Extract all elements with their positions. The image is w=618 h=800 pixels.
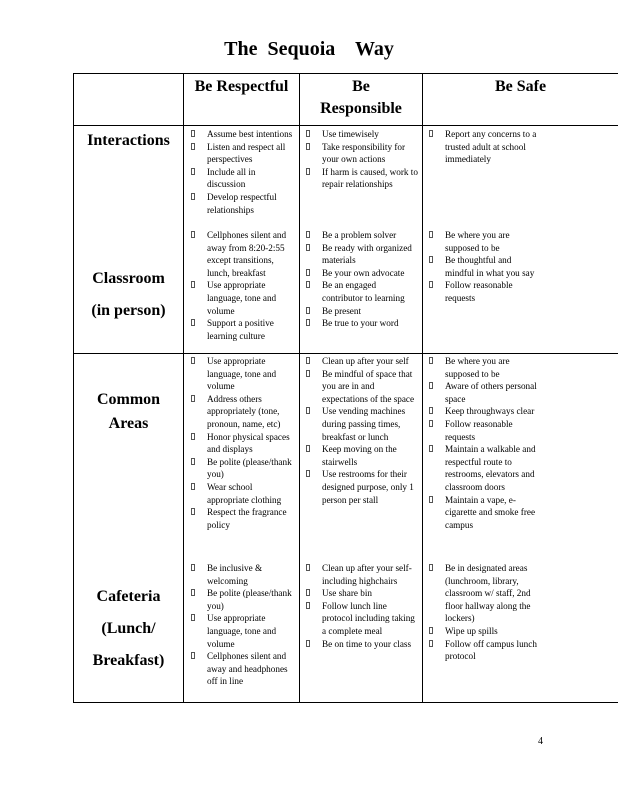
column-divider [183,73,184,703]
list-item: Cellphones silent and away and headphones off in line [189,650,295,688]
cell-cafeteria-safe [427,562,539,663]
list-item: Keep throughways clear [427,405,539,418]
row-label-cafeteria-line3: Breakfast) [92,652,165,669]
row-label-common-areas [74,388,183,436]
list-item: Be inclusive & welcoming [189,562,295,587]
list-item: Follow reasonable requests [427,418,539,443]
list-item: Develop respectful relationships [189,191,295,216]
row-label-classroom [74,263,183,327]
list-item: Report any concerns to a trusted adult at school immediately [427,128,539,166]
list-item: Assume best intentions [189,128,295,141]
header-be-respectful: Be Respectful [194,78,289,95]
list-item: Be where you are supposed to be [427,229,539,254]
cell-classroom-responsible [304,229,418,330]
table-border-top [73,73,618,74]
row-label-cafeteria-line2: (Lunch/ [101,620,156,637]
behavior-matrix-table [73,73,618,703]
list-item: Use appropriate language, tone and volume [189,355,295,393]
cell-classroom-safe [427,229,539,305]
list-item: Be in designated areas (lunchroom, library, classroom w/ staff, 2nd floor hallway along the lockers) [427,562,539,625]
list-item: Be where you are supposed to be [427,355,539,380]
list-item: Be on time to your class [304,638,418,651]
row-divider [73,353,618,354]
page-title: The Sequoia Way [224,38,394,60]
row-label-common-line2: Areas [108,415,149,432]
list-item: Clean up after your self-including highchairs [304,562,418,587]
page-number: 4 [538,736,543,747]
list-item: Follow lunch line protocol including taking a complete meal [304,600,418,638]
row-label-classroom-line2: (in person) [91,302,166,319]
list-item: Respect the fragrance policy [189,506,295,531]
cell-common-responsible [304,355,418,506]
list-item: Use vending machines during passing times, breakfast or lunch [304,405,418,443]
cell-interactions-responsible [304,128,418,191]
table-border-bottom [73,702,618,703]
list-item: Address others appropriately (tone, pronoun, name, etc) [189,393,295,431]
list-item: Be your own advocate [304,267,418,280]
list-item: Be polite (please/thank you) [189,587,295,612]
cell-common-respectful [189,355,295,531]
header-be-responsible-line1: Be [352,78,370,95]
list-item: Wear school appropriate clothing [189,481,295,506]
list-item: Support a positive learning culture [189,317,295,342]
cell-classroom-respectful [189,229,295,342]
list-item: Use share bin [304,587,418,600]
list-item: Be polite (please/thank you) [189,456,295,481]
row-label-cafeteria-line1: Cafeteria [96,588,161,605]
list-item: Be mindful of space that you are in and expectations of the space [304,368,418,406]
list-item: Keep moving on the stairwells [304,443,418,468]
row-label-interactions [74,129,183,153]
list-item: Follow off campus lunch protocol [427,638,539,663]
list-item: Be ready with organized materials [304,242,418,267]
list-item: Use appropriate language, tone and volume [189,279,295,317]
list-item: Use timewisely [304,128,418,141]
column-divider [299,73,300,703]
list-item: Be an engaged contributor to learning [304,279,418,304]
list-item: Listen and respect all perspectives [189,141,295,166]
list-item: Aware of others personal space [427,380,539,405]
list-item: Clean up after your self [304,355,418,368]
cell-cafeteria-respectful [189,562,295,688]
list-item: Follow reasonable requests [427,279,539,304]
cell-interactions-safe [427,128,539,166]
list-item: Honor physical spaces and displays [189,431,295,456]
list-item: Be present [304,305,418,318]
cell-interactions-respectful [189,128,295,216]
header-be-safe: Be Safe [494,78,547,95]
list-item: Maintain a walkable and respectful route to restrooms, elevators and classroom doors [427,443,539,493]
row-label-cafeteria [74,581,183,677]
column-divider [422,73,423,703]
list-item: Be a problem solver [304,229,418,242]
header-be-responsible [300,76,422,120]
list-item: Maintain a vape, e-cigarette and smoke free campus [427,494,539,532]
header-be-responsible-line2: Responsible [320,100,402,117]
list-item: Include all in discussion [189,166,295,191]
cell-cafeteria-responsible [304,562,418,650]
cell-common-safe [427,355,539,531]
list-item: If harm is caused, work to repair relationships [304,166,418,191]
list-item: Cellphones silent and away from 8:20-2:55 except transitions, lunch, breakfast [189,229,295,279]
row-label-interactions-text: Interactions [87,132,170,149]
list-item: Use restrooms for their designed purpose, only 1 person per stall [304,468,418,506]
list-item: Take responsibility for your own actions [304,141,418,166]
list-item: Be true to your word [304,317,418,330]
list-item: Use appropriate language, tone and volume [189,612,295,650]
row-label-classroom-line1: Classroom [92,270,165,287]
header-divider [73,125,618,126]
row-label-common-line1: Common [96,391,161,408]
list-item: Wipe up spills [427,625,539,638]
list-item: Be thoughtful and mindful in what you say [427,254,539,279]
